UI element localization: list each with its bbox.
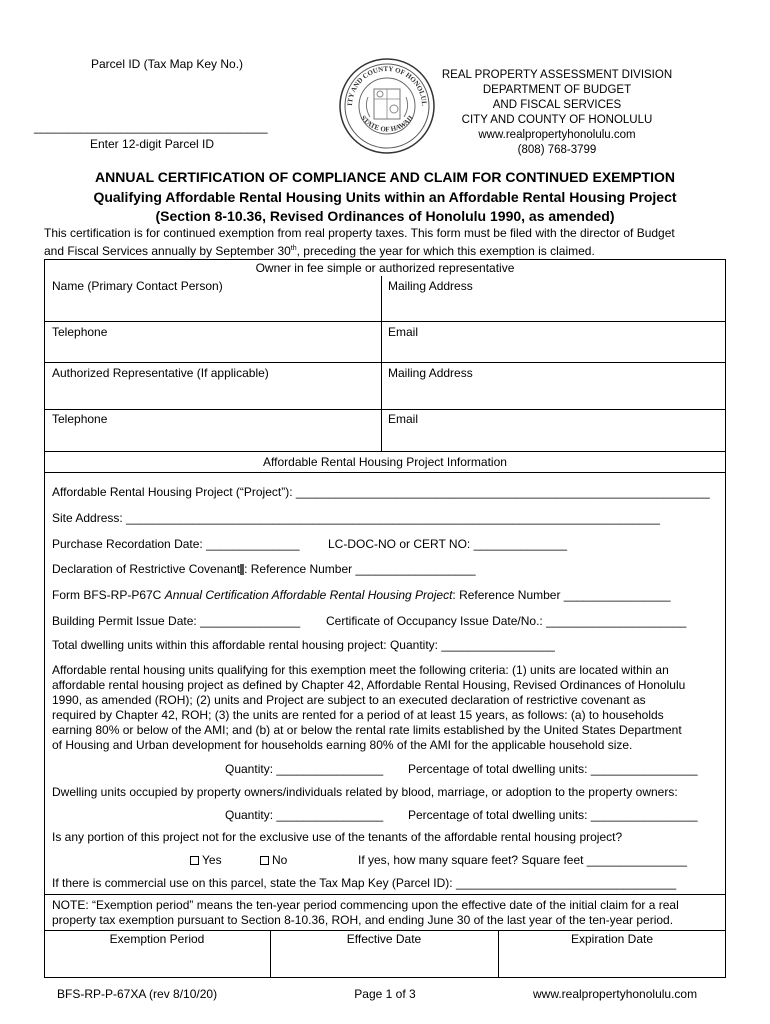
form-title: ANNUAL CERTIFICATION OF COMPLIANCE AND CLAIM FOR CONTINUED EXEMPTION — [95, 169, 675, 185]
criteria-line: of Housing and Urban development for households earning 80% of the AMI for the applicable household size. — [52, 738, 633, 752]
email-field[interactable]: Email — [388, 325, 419, 339]
yes-checkbox[interactable] — [190, 856, 199, 865]
parcel-id-field[interactable]: ___________________________________ — [34, 120, 268, 134]
no-checkbox[interactable] — [260, 856, 269, 865]
parcel-id-hint: Enter 12-digit Parcel ID — [90, 137, 215, 151]
commercial-tmk-field[interactable]: If there is commercial use on this parcel, state the Tax Map Key (Parcel ID): _________________________________ — [52, 876, 677, 890]
criteria-line: earning 80% or below of the AMI; and (b) at or below the rental rate limits established by the United States Department — [52, 723, 682, 737]
total-units-field[interactable]: Total dwelling units within this affordable rental housing project: Quantity: _________________ — [52, 638, 555, 652]
agency-address — [430, 68, 684, 158]
form-section-ref: (Section 8-10.36, Revised Ordinances of Honolulu 1990, as amended) — [155, 208, 615, 224]
agency-phone: (808) 768-3799 — [517, 144, 597, 156]
intro-line: and Fiscal Services annually by September 30th, preceding the year for which this exemption is claimed. — [44, 244, 595, 258]
svg-text:STATE OF HAWAII: STATE OF HAWAII — [359, 114, 415, 134]
rep-email-field[interactable]: Email — [388, 412, 419, 426]
criteria-line: Affordable rental housing units qualifying for this exemption meet the following criteria: (1) units are located within an — [52, 663, 669, 677]
footer-website-link[interactable]: www.realpropertyhonolulu.com — [533, 987, 698, 1001]
criteria-text — [52, 663, 722, 753]
city-seal-logo — [338, 57, 436, 155]
yes-option[interactable]: Yes — [190, 853, 222, 867]
criteria-line: affordable rental housing project as defined by Chapter 42, Affordable Rental Housing, Revised Ordinances of Honolulu — [52, 678, 686, 692]
parcel-id-label: Parcel ID (Tax Map Key No.) — [91, 57, 244, 71]
intro-line: This certification is for continued exemption from real property taxes. This form must be filed with the director of Budget — [44, 226, 675, 240]
project-name-field[interactable]: Affordable Rental Housing Project (“Project”): ______________________________________________________________ — [52, 485, 710, 499]
owner-section-heading: Owner in fee simple or authorized representative — [255, 261, 515, 275]
lc-doc-field[interactable]: LC-DOC-NO or CERT NO: ______________ — [328, 537, 568, 551]
exclusive-use-question: Is any portion of this project not for the exclusive use of the tenants of the affordable rental housing project? — [52, 830, 623, 844]
agency-line: REAL PROPERTY ASSESSMENT DIVISION — [441, 69, 673, 81]
divider — [44, 409, 726, 410]
authorized-rep-field[interactable]: Authorized Representative (If applicable) — [52, 366, 269, 380]
divider — [44, 321, 726, 322]
rep-mailing-address-field[interactable]: Mailing Address — [388, 366, 473, 380]
note-text — [52, 898, 722, 928]
note-line: property tax exemption pursuant to Section 8-10.36, ROH, and ending June 30 of the last year of the ten-year period. — [52, 913, 674, 927]
name-field[interactable]: Name (Primary Contact Person) — [52, 279, 223, 293]
divider — [44, 930, 726, 931]
site-address-field[interactable]: Site Address: ________________________________________________________________________________ — [52, 511, 660, 525]
related-units-text: Dwelling units occupied by property owners/individuals related by blood, marriage, or adoption to the property owners: — [52, 785, 678, 799]
divider — [44, 472, 726, 473]
telephone-field[interactable]: Telephone — [52, 325, 108, 339]
criteria-line: required by Chapter 42, ROH; (3) the units are rented for a period of at least 15 years, as follows: (a) to households — [52, 708, 664, 722]
form-reference-field[interactable]: Form BFS-RP-P67C Annual Certification Affordable Rental Housing Project: Reference Number ________________ — [52, 588, 671, 602]
agency-website: www.realpropertyhonolulu.com — [478, 129, 636, 141]
project-section-heading: Affordable Rental Housing Project Information — [263, 455, 507, 469]
agency-line: DEPARTMENT OF BUDGET — [482, 84, 632, 96]
page-number: Page 1 of 3 — [354, 987, 416, 1001]
divider — [44, 362, 726, 363]
criteria-line: 1990, as amended (ROH); (2) units and Project are subject to an executed declaration of restrictive covenant as — [52, 693, 646, 707]
intro-text — [44, 226, 726, 259]
svg-text:CITY AND COUNTY OF HONOLULU: ITY AND COUNTY OF HONOLUL — [345, 64, 429, 107]
owner-divider — [381, 276, 382, 452]
no-option[interactable]: No — [260, 853, 287, 867]
qualifying-quantity-field[interactable]: Quantity: ________________ — [225, 762, 384, 776]
agency-line: AND FISCAL SERVICES — [492, 99, 622, 111]
permit-date-field[interactable]: Building Permit Issue Date: _______________ — [52, 614, 301, 628]
expiration-date-field[interactable]: Expiration Date — [570, 932, 654, 946]
exemption-period-field[interactable]: Exemption Period — [109, 932, 205, 946]
related-quantity-field[interactable]: Quantity: ________________ — [225, 808, 384, 822]
related-percentage-field[interactable]: Percentage of total dwelling units: ________________ — [408, 808, 698, 822]
form-number: BFS-RP-P-67XA (rev 8/10/20) — [57, 987, 218, 1001]
purchase-date-field[interactable]: Purchase Recordation Date: ______________ — [52, 537, 300, 551]
effective-date-field[interactable]: Effective Date — [346, 932, 422, 946]
square-feet-field[interactable]: If yes, how many square feet? Square feet _______________ — [358, 853, 687, 867]
mailing-address-field[interactable]: Mailing Address — [388, 279, 473, 293]
occupancy-field[interactable]: Certificate of Occupancy Issue Date/No.: _____________________ — [326, 614, 687, 628]
agency-line: CITY AND COUNTY OF HONOLULU — [461, 114, 653, 126]
rep-telephone-field[interactable]: Telephone — [52, 412, 108, 426]
qualifying-percentage-field[interactable]: Percentage of total dwelling units: ________________ — [408, 762, 698, 776]
form-subtitle: Qualifying Affordable Rental Housing Units within an Affordable Rental Housing Project — [93, 189, 677, 205]
covenant-reference-field[interactable]: Declaration of Restrictive Covenant : Reference Number __________________ — [52, 562, 476, 576]
note-line: NOTE: “Exemption period” means the ten-year period commencing upon the effective date of the initial claim for a real — [52, 898, 679, 912]
